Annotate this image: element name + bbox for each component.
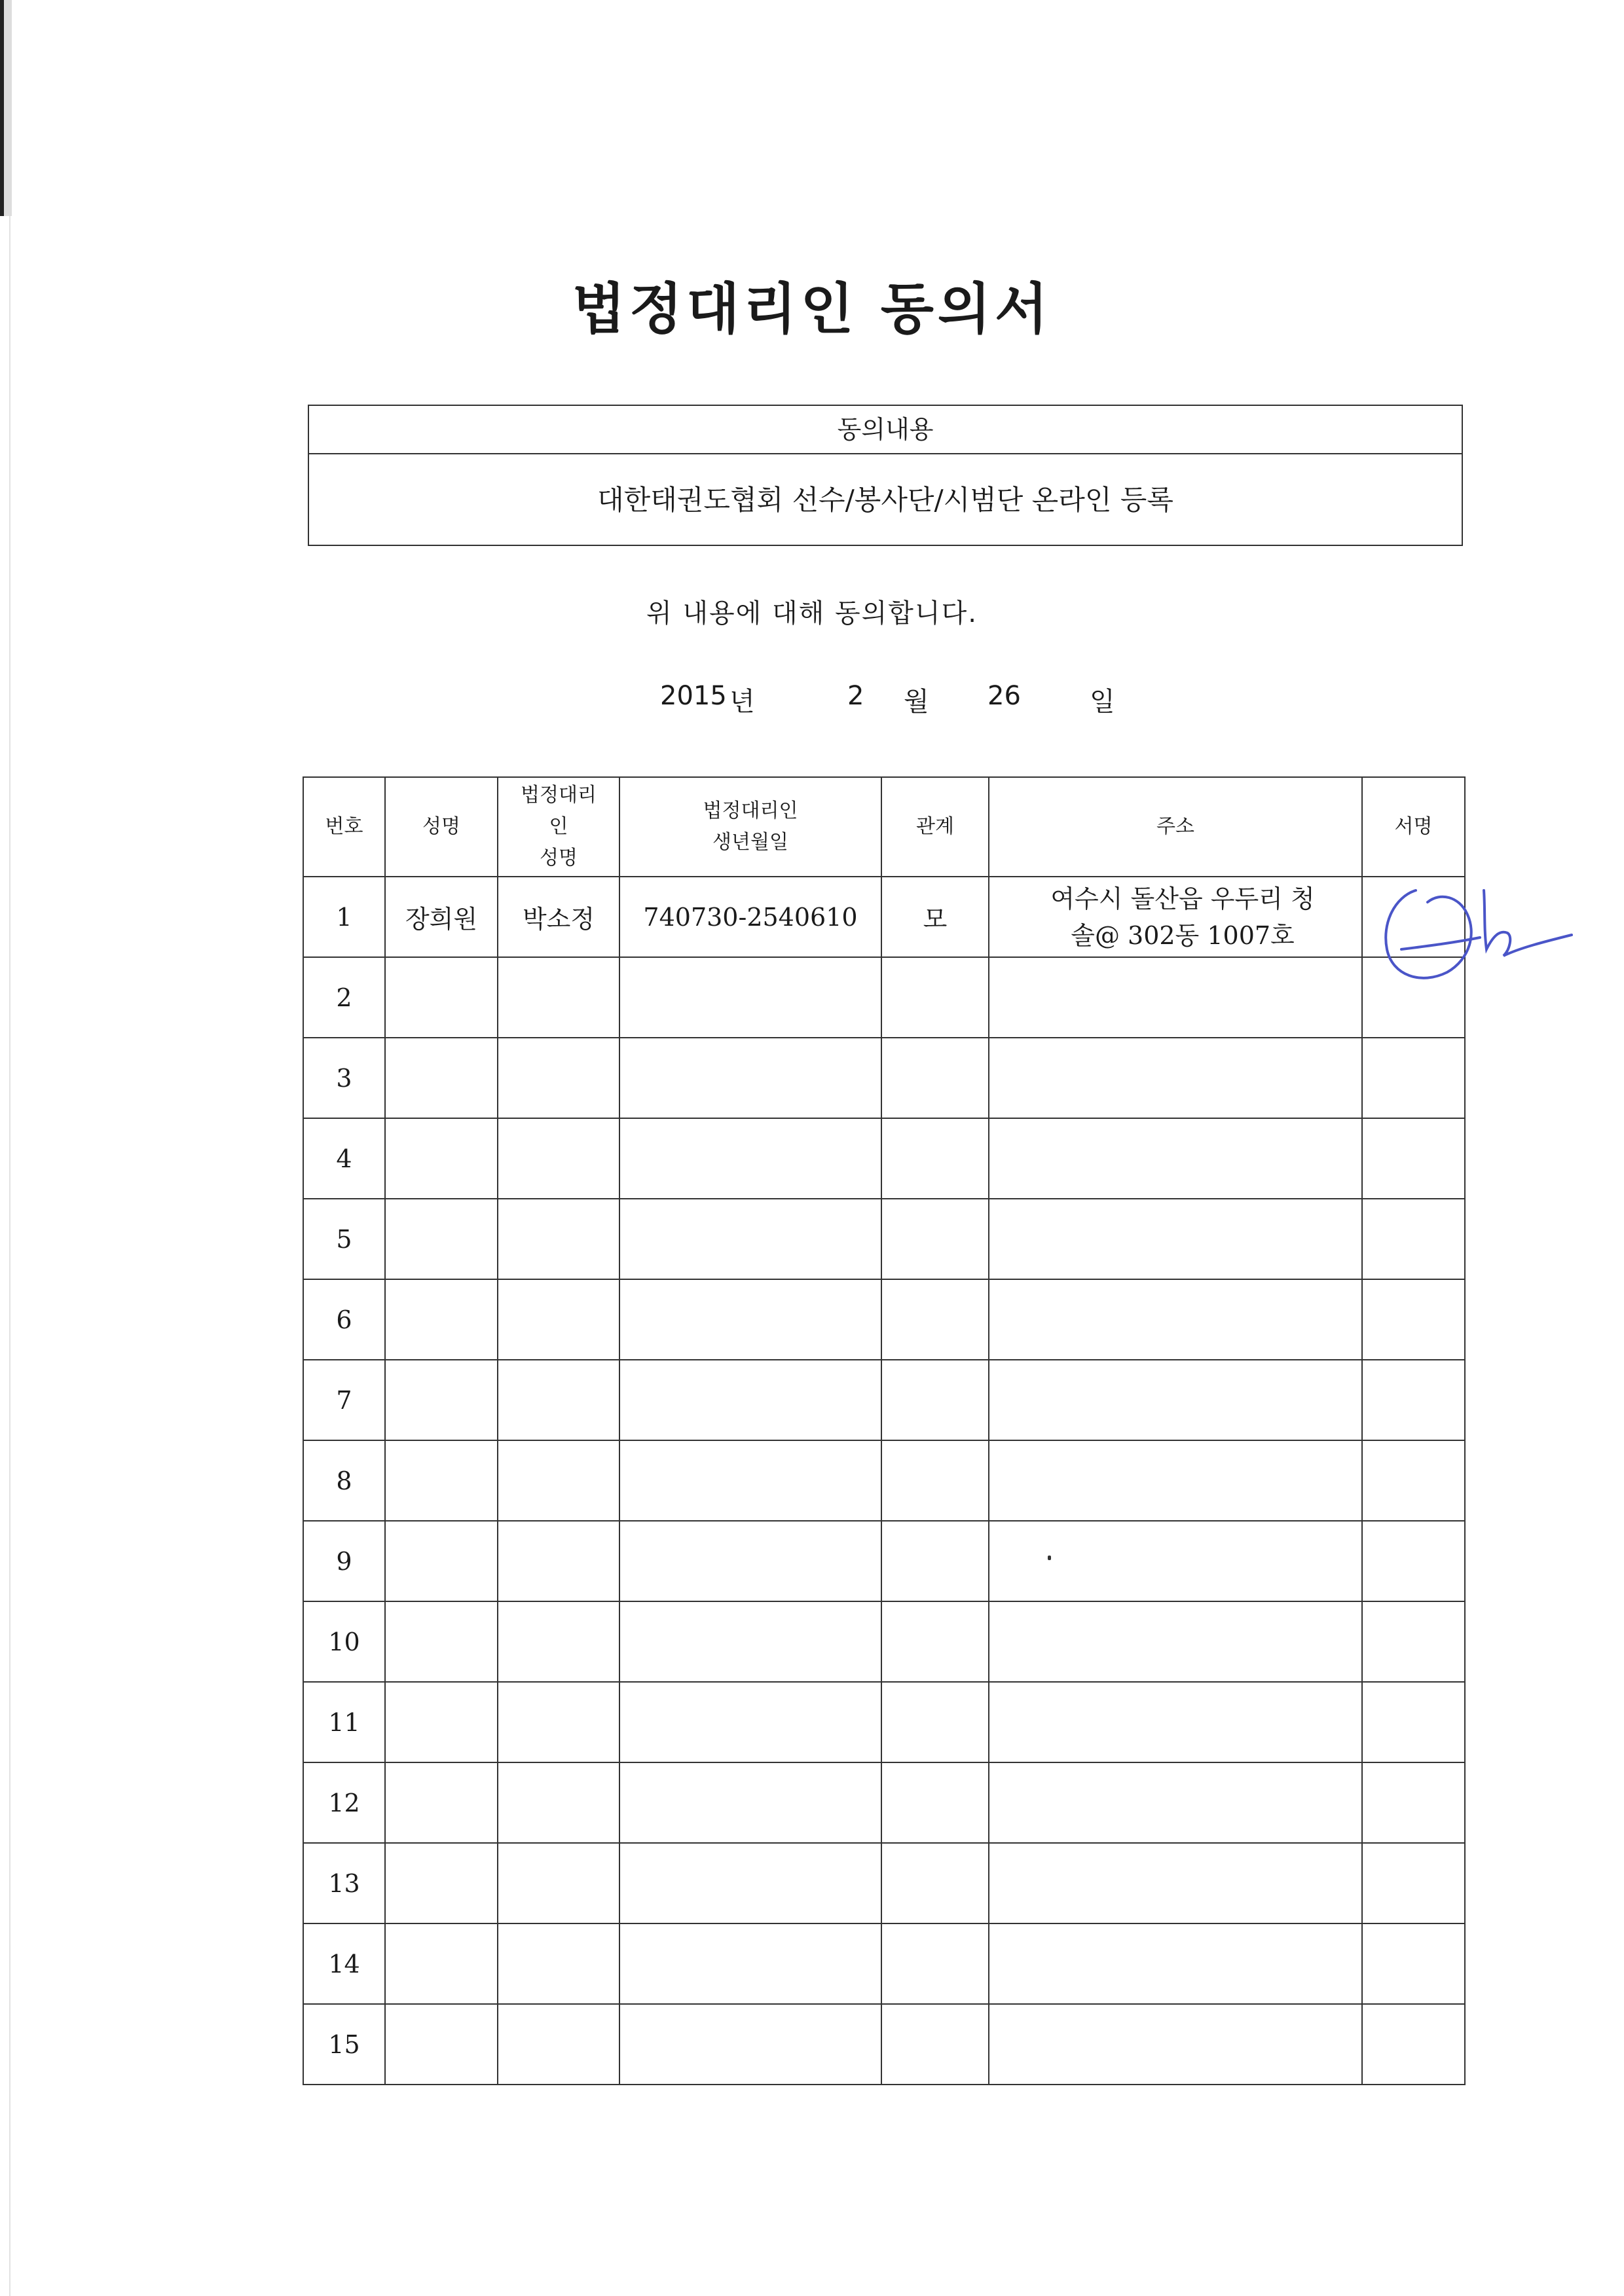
- table-row: [303, 1199, 1465, 1279]
- cell-guardian-birth: 740730-2540610: [619, 877, 881, 957]
- cell-guardian-name: [498, 1762, 619, 1843]
- cell-guardian-name: 박소정: [498, 877, 619, 957]
- date-year: 2015: [660, 681, 727, 711]
- cell-address: [989, 2004, 1362, 2085]
- header-signature: 서명: [1362, 777, 1465, 877]
- cell-guardian-name: [498, 1440, 619, 1521]
- cell-relation: [881, 1601, 989, 1682]
- cell-signature: [1362, 1762, 1465, 1843]
- cell-guardian-name: [498, 1521, 619, 1601]
- cell-address-line1: 여수시 돌산읍 우두리 청: [1050, 884, 1315, 913]
- cell-relation: [881, 1521, 989, 1601]
- cell-num: 8: [303, 1440, 385, 1521]
- cell-guardian-birth: [619, 1762, 881, 1843]
- table-row: [303, 1038, 1465, 1118]
- header-guardian-birth-line1: 법정대리인: [703, 799, 798, 822]
- cell-name: [385, 2004, 498, 2085]
- cell-name: [385, 1038, 498, 1118]
- cell-num: 6: [303, 1279, 385, 1360]
- cell-guardian-birth: [619, 1118, 881, 1199]
- cell-guardian-name: [498, 1843, 619, 1923]
- cell-signature: [1362, 1118, 1465, 1199]
- cell-relation: [881, 957, 989, 1038]
- header-guardian-name-line1: 법정대리: [521, 784, 597, 807]
- consent-box: [308, 405, 1463, 546]
- cell-guardian-birth: [619, 1199, 881, 1279]
- date-year-label: 년: [729, 687, 755, 717]
- table-row: [303, 1682, 1465, 1762]
- table-row: [303, 877, 1465, 957]
- cell-guardian-birth: [619, 1843, 881, 1923]
- cell-num: 12: [303, 1762, 385, 1843]
- cell-signature: [1362, 1521, 1465, 1601]
- cell-guardian-birth: [619, 957, 881, 1038]
- cell-num: 13: [303, 1843, 385, 1923]
- cell-signature: [1362, 1440, 1465, 1521]
- cell-signature: [1362, 1199, 1465, 1279]
- scan-edge-line: [9, 216, 10, 2296]
- cell-guardian-birth: [619, 1923, 881, 2004]
- cell-num: 5: [303, 1199, 385, 1279]
- cell-relation: [881, 1682, 989, 1762]
- header-name: 성명: [385, 777, 498, 877]
- header-guardian-birth: [619, 777, 881, 877]
- table-row: [303, 1601, 1465, 1682]
- table-row: [303, 1440, 1465, 1521]
- table-row: [303, 1762, 1465, 1843]
- cell-guardian-name: [498, 1279, 619, 1360]
- scan-edge-shadow: [0, 0, 12, 216]
- cell-address: [989, 1199, 1362, 1279]
- cell-guardian-birth: [619, 1279, 881, 1360]
- cell-num: 9: [303, 1521, 385, 1601]
- cell-num: 14: [303, 1923, 385, 2004]
- cell-relation: [881, 1199, 989, 1279]
- document-title: 법정대리인 동의서: [572, 276, 1052, 341]
- table-row: [303, 1279, 1465, 1360]
- cell-num: 4: [303, 1118, 385, 1199]
- cell-name: [385, 1682, 498, 1762]
- cell-address: [989, 1279, 1362, 1360]
- cell-guardian-name: [498, 2004, 619, 2085]
- header-guardian-birth-line2: 생년월일: [712, 831, 788, 854]
- cell-num: 11: [303, 1682, 385, 1762]
- cell-signature: [1362, 1923, 1465, 2004]
- cell-signature: [1362, 2004, 1465, 2085]
- cell-relation: [881, 1279, 989, 1360]
- cell-address: [989, 957, 1362, 1038]
- header-guardian-name: [498, 777, 619, 877]
- cell-name: [385, 1601, 498, 1682]
- cell-num: 3: [303, 1038, 385, 1118]
- table-row: [303, 2004, 1465, 2085]
- cell-num: 1: [303, 877, 385, 957]
- cell-guardian-birth: [619, 1440, 881, 1521]
- cell-signature: [1362, 1843, 1465, 1923]
- table-row: [303, 1360, 1465, 1440]
- cell-guardian-name: [498, 1923, 619, 2004]
- table-header-row: [303, 777, 1465, 877]
- cell-num: 7: [303, 1360, 385, 1440]
- cell-name: [385, 1440, 498, 1521]
- cell-guardian-name: [498, 957, 619, 1038]
- cell-name: [385, 1199, 498, 1279]
- cell-signature: [1362, 1601, 1465, 1682]
- cell-guardian-name: [498, 1360, 619, 1440]
- consent-header: 동의내용: [309, 406, 1462, 454]
- cell-relation: [881, 1118, 989, 1199]
- cell-guardian-name: [498, 1038, 619, 1118]
- table-row: [303, 957, 1465, 1038]
- cell-guardian-birth: [619, 1682, 881, 1762]
- header-guardian-name-line3: 성명: [540, 847, 578, 869]
- table-row: [303, 1843, 1465, 1923]
- cell-num: 2: [303, 957, 385, 1038]
- cell-guardian-birth: [619, 2004, 881, 2085]
- cell-name: [385, 1923, 498, 2004]
- header-address: 주소: [989, 777, 1362, 877]
- cell-relation: [881, 1762, 989, 1843]
- table-row: [303, 1923, 1465, 2004]
- cell-num: 10: [303, 1601, 385, 1682]
- cell-address: [989, 1843, 1362, 1923]
- cell-name: [385, 1279, 498, 1360]
- cell-signature: [1362, 1279, 1465, 1360]
- date-month-label: 월: [904, 687, 929, 717]
- cell-name: 장희원: [385, 877, 498, 957]
- cell-address: [989, 1682, 1362, 1762]
- date-month: 2: [847, 681, 864, 711]
- header-num: 번호: [303, 777, 385, 877]
- cell-num: 15: [303, 2004, 385, 2085]
- cell-relation: [881, 1440, 989, 1521]
- cell-address: [989, 1601, 1362, 1682]
- cell-relation: [881, 1038, 989, 1118]
- cell-signature: [1362, 1360, 1465, 1440]
- header-relation: 관계: [881, 777, 989, 877]
- cell-relation: [881, 1843, 989, 1923]
- cell-guardian-name: [498, 1601, 619, 1682]
- cell-relation: [881, 1923, 989, 2004]
- cell-guardian-name: [498, 1199, 619, 1279]
- cell-address: [989, 1118, 1362, 1199]
- cell-guardian-birth: [619, 1360, 881, 1440]
- cell-name: [385, 1762, 498, 1843]
- cell-address: [989, 1923, 1362, 2004]
- cell-signature: [1362, 1038, 1465, 1118]
- cell-relation: 모: [881, 877, 989, 957]
- cell-address-line2: 솔@ 302동 1007호: [1071, 920, 1295, 950]
- cell-address: [989, 1762, 1362, 1843]
- stray-mark: [1048, 1556, 1051, 1560]
- header-guardian-name-line2: 인: [549, 815, 568, 838]
- cell-address: [989, 1360, 1362, 1440]
- cell-name: [385, 1118, 498, 1199]
- cell-name: [385, 1521, 498, 1601]
- table-row: [303, 1521, 1465, 1601]
- cell-guardian-name: [498, 1682, 619, 1762]
- cell-name: [385, 1843, 498, 1923]
- cell-relation: [881, 1360, 989, 1440]
- cell-guardian-birth: [619, 1038, 881, 1118]
- cell-address: [989, 1038, 1362, 1118]
- cell-address: [989, 1440, 1362, 1521]
- cell-name: [385, 957, 498, 1038]
- cell-address: [989, 1521, 1362, 1601]
- cell-signature: [1362, 1682, 1465, 1762]
- cell-name: [385, 1360, 498, 1440]
- handwritten-signature: [1356, 851, 1591, 1015]
- cell-guardian-name: [498, 1118, 619, 1199]
- date-day-label: 일: [1090, 687, 1115, 717]
- cell-relation: [881, 2004, 989, 2085]
- table-row: [303, 1118, 1465, 1199]
- cell-guardian-birth: [619, 1601, 881, 1682]
- consent-body: 대한태권도협회 선수/봉사단/시범단 온라인 등록: [597, 484, 1173, 516]
- agree-statement: 위 내용에 대해 동의합니다.: [646, 598, 978, 629]
- guardian-roster-table: [303, 776, 1466, 2085]
- cell-guardian-birth: [619, 1521, 881, 1601]
- cell-address: [989, 877, 1362, 957]
- date-day: 26: [987, 681, 1021, 711]
